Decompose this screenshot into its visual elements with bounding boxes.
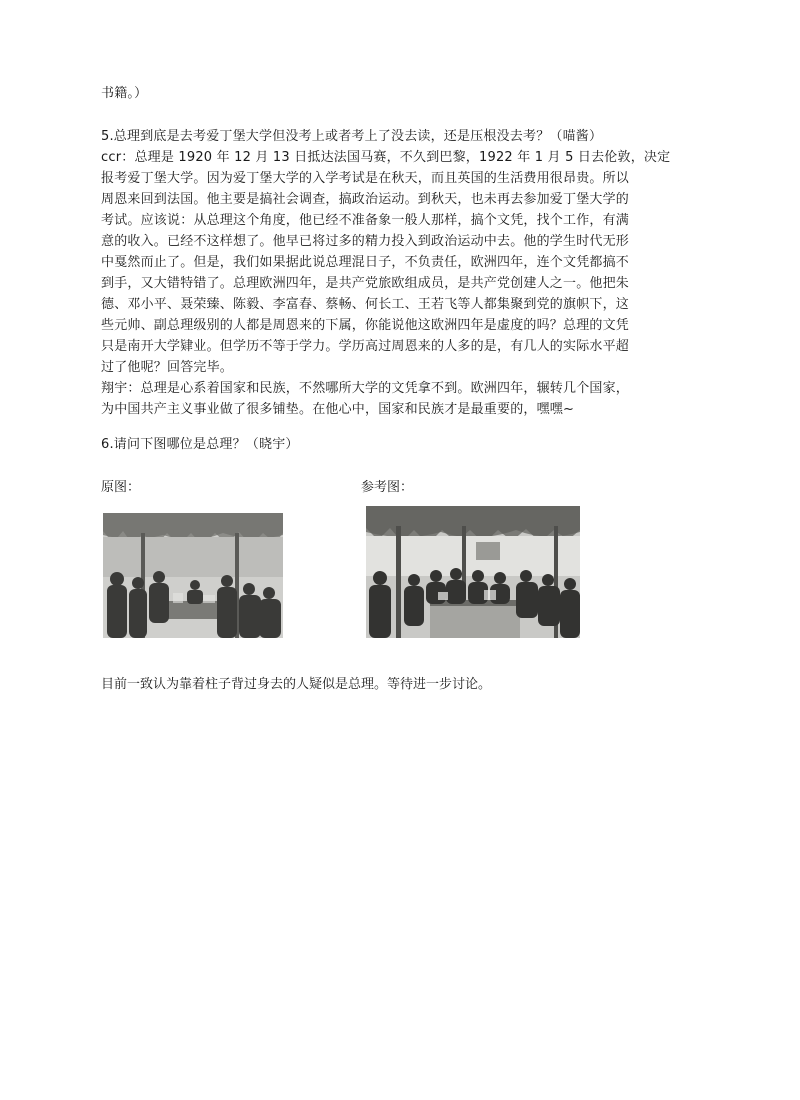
caption-reference: 参考图： <box>361 480 414 495</box>
conclusion-text: 目前一致认为靠着柱子背过身去的人疑似是总理。等待进一步讨论。 <box>101 677 492 692</box>
answer-ccr-line: 意的收入。已经不这样想了。他早已将过多的精力投入到政治运动中去。他的学生时代无形 <box>101 234 630 249</box>
reference-photo <box>366 506 580 638</box>
answer-ccr-line: 报考爱丁堡大学。因为爱丁堡大学的入学考试是在秋天，而且英国的生活费用很昂贵。所以 <box>101 171 630 186</box>
caption-original: 原图： <box>101 480 141 495</box>
answer-ccr-line: 德、邓小平、聂荣臻、陈毅、李富春、蔡畅、何长工、王若飞等人都集聚到党的旗帜下，这 <box>101 297 630 312</box>
answer-ccr-line: 过了他呢？回答完毕。 <box>101 360 234 375</box>
answer-ccr-line: 些元帅、副总理级别的人都是周恩来的下属，你能说他这欧洲四年是虚度的吗？总理的文凭 <box>101 318 630 333</box>
answer-ccr <box>101 147 701 378</box>
top-fragment-text: 书籍。） <box>101 86 148 101</box>
answer-ccr-line: 周恩来回到法国。他主要是搞社会调查，搞政治运动。到秋天，也未再去参加爱丁堡大学的 <box>101 192 630 207</box>
answer-ccr-line: 考试。应该说：从总理这个角度，他已经不准备象一般人那样，搞个文凭，找个工作，有满 <box>101 213 630 228</box>
question-6-title: 6.请问下图哪位是总理？（晓宇） <box>101 437 299 452</box>
original-photo-image <box>103 513 283 638</box>
answer-ccr-line: ccr：总理是 1920 年 12 月 13 日抵达法国马赛，不久到巴黎，1922 年 1 月 5 日去伦敦，决定 <box>101 150 671 165</box>
answer-xiangyu-line: 为中国共产主义事业做了很多铺垫。在他心中，国家和民族才是最重要的，嘿嘿~ <box>101 402 575 417</box>
reference-photo-image <box>366 506 580 638</box>
question-5-title: 5.总理到底是去考爱丁堡大学但没考上或者考上了没去读，还是压根没去考？（喵酱） <box>101 129 603 144</box>
answer-ccr-line: 到手，又大错特错了。总理欧洲四年，是共产党旅欧组成员，是共产党创建人之一。他把朱 <box>101 276 630 291</box>
top-fragment <box>101 83 701 104</box>
answer-ccr-line: 中戛然而止了。但是，我们如果据此说总理混日子，不负责任，欧洲四年，连个文凭都搞不 <box>101 255 630 270</box>
original-photo <box>103 513 283 638</box>
question-5-section <box>101 126 701 420</box>
answer-xiangyu-line: 翔宇：总理是心系着国家和民族，不然哪所大学的文凭拿不到。欧洲四年，辗转几个国家， <box>101 381 630 396</box>
answer-xiangyu <box>101 378 701 420</box>
answer-ccr-line: 只是南开大学肄业。但学历不等于学力。学历高过周恩来的人多的是，有几人的实际水平超 <box>101 339 630 354</box>
question-6-section <box>101 434 701 455</box>
